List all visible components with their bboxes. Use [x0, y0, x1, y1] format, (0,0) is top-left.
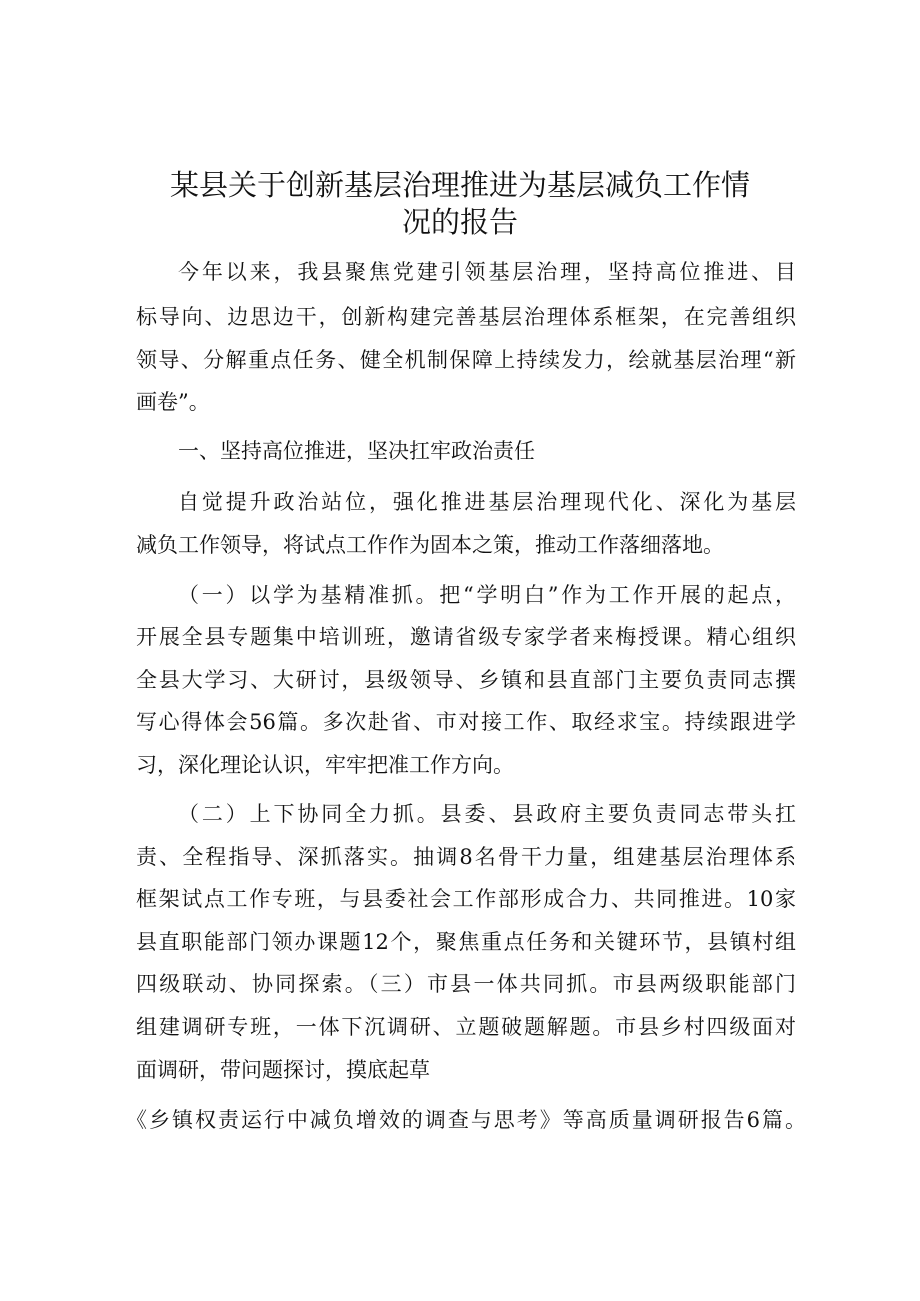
subsection-2-line: 责、全程指导、深抓落实。抽调8名骨干力量，组建基层治理体系 — [136, 845, 796, 869]
document-title-line-2: 况的报告 — [401, 205, 518, 239]
section-paragraph-line: 减负工作领导，将试点工作作为固本之策，推动工作落细落地。 — [136, 533, 724, 557]
intro-paragraph-line: 今年以来，我县聚焦党建引领基层治理，坚持高位推进、目 — [178, 260, 796, 284]
subsection-1-line: 写心得体会56篇。多次赴省、市对接工作、取经求宝。持续跟进学 — [136, 710, 796, 734]
subsection-2-line: （二）上下协同全力抓。县委、县政府主要负责同志带头扛 — [178, 802, 796, 826]
subsection-2-line: 四级联动、协同探索。（三）市县一体共同抓。市县两级职能部门 — [136, 972, 796, 996]
section-heading: 一、坚持高位推进，坚决扛牢政治责任 — [178, 439, 535, 463]
subsection-2-line: 县直职能部门领办课题12个，聚焦重点任务和关键环节，县镇村组 — [136, 930, 796, 954]
closing-line: 《乡镇权责运行中减负增效的调查与思考》等高质量调研报告6篇。 — [126, 1108, 806, 1132]
intro-paragraph-line: 领导、分解重点任务、健全机制保障上持续发力，绘就基层治理“新 — [136, 348, 796, 372]
section-paragraph-line: 自觉提升政治站位，强化推进基层治理现代化、深化为基层 — [178, 490, 796, 514]
subsection-1-line: 习，深化理论认识，牢牢把准工作方向。 — [136, 753, 514, 777]
intro-paragraph-line: 画卷”。 — [136, 390, 210, 414]
document-title-line-1: 某县关于创新基层治理推进为基层减负工作情 — [169, 168, 750, 202]
subsection-1-line: 开展全县专题集中培训班，邀请省级专家学者来梅授课。精心组织 — [136, 625, 796, 649]
subsection-2-line: 组建调研专班，一体下沉调研、立题破题解题。市县乡村四级面对 — [136, 1015, 796, 1039]
subsection-2-line: 框架试点工作专班，与县委社会工作部形成合力、共同推进。10家 — [136, 887, 796, 911]
subsection-1-line: （一）以学为基精准抓。把“学明白”作为工作开展的起点， — [178, 583, 796, 607]
subsection-1-line: 全县大学习、大研讨，县级领导、乡镇和县直部门主要负责同志撰 — [136, 668, 796, 692]
intro-paragraph-line: 标导向、边思边干，创新构建完善基层治理体系框架，在完善组织 — [136, 305, 796, 329]
subsection-2-line: 面调研，带问题探讨，摸底起草 — [136, 1058, 430, 1082]
